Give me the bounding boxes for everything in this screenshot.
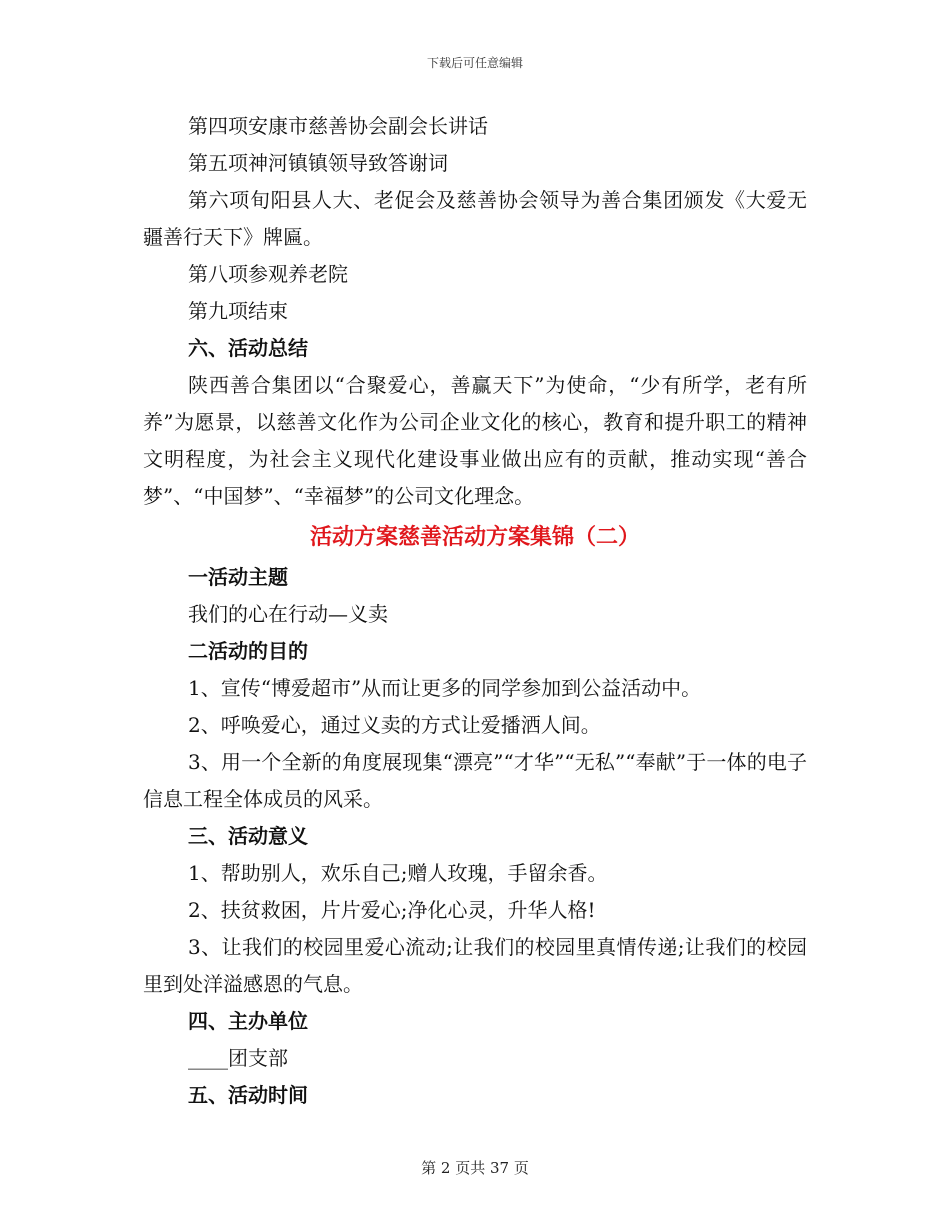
meaning-item-2: 2、扶贫救困，片片爱心;净化心灵，升华人格!	[188, 898, 596, 922]
heading-summary: 六、活动总结	[188, 336, 308, 360]
heading-organizer: 四、主办单位	[188, 1009, 308, 1033]
program-item-4: 第四项安康市慈善协会副会长讲话	[188, 114, 488, 138]
summary-paragraph: 陕西善合集团以“合聚爱心，善赢天下”为使命，“少有所学，老有所养”为愿景，以慈善文化作为公司企业文化的核心，教育和提升职工的精神文明程度，为社会主义现代化建设事业做出应有的贡献，推动实现“善合梦”、“中国梦”、“幸福梦”的公司文化理念。	[143, 373, 807, 508]
organizer-text: ____团支部	[188, 1046, 288, 1070]
program-item-6: 第六项旬阳县人大、老促会及慈善协会领导为善合集团颁发《大爱无疆善行天下》牌匾。	[143, 188, 807, 249]
section-title: 活动方案慈善活动方案集锦（二）	[309, 524, 640, 550]
meaning-item-3: 3、让我们的校园里爱心流动;让我们的校园里真情传递;让我们的校园里到处洋溢感恩的气息。	[143, 935, 807, 996]
page-header: 下载后可任意编辑	[426, 56, 523, 70]
goal-item-2: 2、呼唤爱心，通过义卖的方式让爱播洒人间。	[188, 713, 601, 737]
page-footer: 第 2 页共 37 页	[421, 1159, 529, 1177]
heading-meaning: 三、活动意义	[188, 824, 308, 848]
program-item-5: 第五项神河镇镇领导致答谢词	[188, 151, 448, 175]
meaning-item-1: 1、帮助别人，欢乐自己;赠人玫瑰，手留余香。	[188, 861, 608, 885]
theme-text: 我们的心在行动—义卖	[188, 602, 388, 626]
heading-theme: 一活动主题	[188, 565, 288, 589]
heading-goal: 二活动的目的	[188, 639, 308, 663]
goal-item-1: 1、宣传“博爱超市”从而让更多的同学参加到公益活动中。	[188, 676, 702, 700]
goal-item-3: 3、用一个全新的角度展现集“漂亮”“才华”“无私”“奉献”于一体的电子信息工程全体成员的风采。	[143, 750, 807, 811]
document-body	[143, 108, 807, 1114]
heading-time: 五、活动时间	[188, 1083, 308, 1107]
program-item-8: 第八项参观养老院	[188, 262, 348, 286]
program-item-9: 第九项结束	[188, 299, 288, 323]
